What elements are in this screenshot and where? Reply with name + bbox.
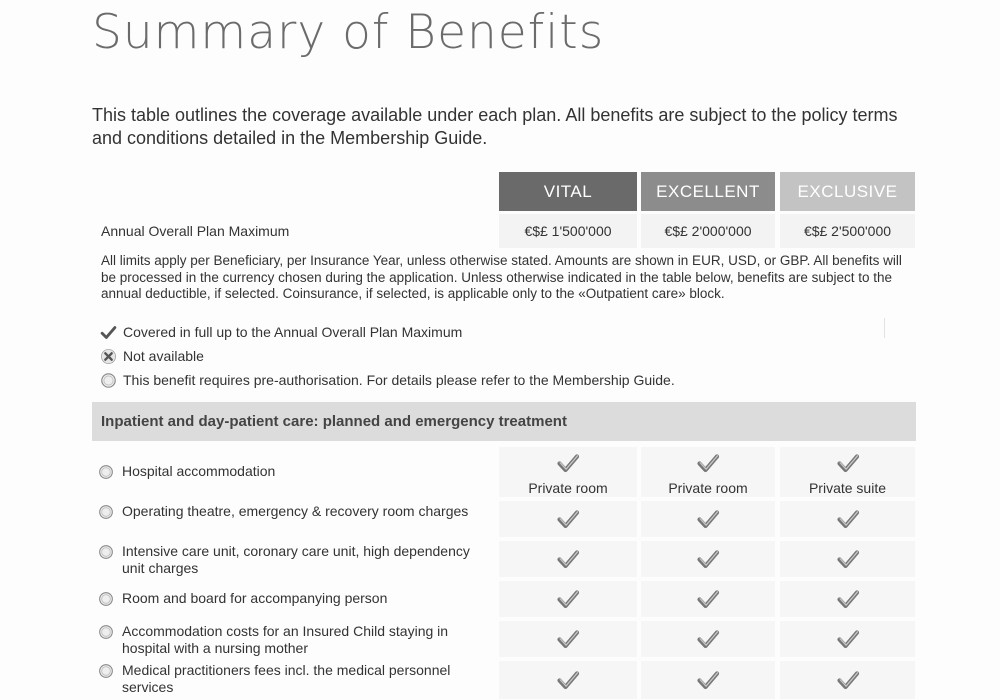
overall-max-exclusive: €$£ 2'500'000: [780, 214, 915, 248]
benefit-cell-vital: [499, 661, 637, 699]
benefit-cell-exclusive: [780, 541, 915, 577]
cell-note: Private room: [528, 480, 608, 496]
row-label: Room and board for accompanying person: [122, 590, 388, 606]
pre-authorisation-icon: [98, 464, 114, 480]
checkmark-icon: [696, 668, 720, 692]
legend-pre-authorisation: [100, 370, 675, 390]
checkmark-icon: [696, 507, 720, 531]
benefit-cell-excellent: [641, 581, 775, 617]
row-label: Accommodation costs for an Insured Child staying in hospital with a nursing mother: [122, 623, 449, 656]
checkmark-icon: [556, 507, 580, 531]
legend-not-available-text: Not available: [123, 348, 204, 364]
benefit-cell-vital: [499, 501, 637, 537]
row-label: Medical practitioners fees incl. the medical personnel services: [122, 662, 451, 695]
checkmark-icon: [836, 587, 860, 611]
intro-text: This table outlines the coverage available under each plan. All benefits are subject to the policy terms and conditions detailed in the Membership Guide.: [92, 105, 898, 148]
divider: [884, 318, 885, 338]
checkmark-icon: [696, 547, 720, 571]
checkmark-icon: [836, 451, 860, 475]
overall-max-label: Annual Overall Plan Maximum: [101, 223, 290, 239]
benefit-cell-excellent: [641, 661, 775, 699]
checkmark-icon: [836, 627, 860, 651]
benefit-cell-exclusive: [780, 661, 915, 699]
table-row: [92, 620, 916, 658]
overall-max-vital: €$£ 1'500'000: [499, 214, 637, 248]
benefit-cell-vital: [499, 581, 637, 617]
table-row: [92, 540, 916, 578]
checkmark-icon: [100, 324, 117, 341]
benefit-cell-vital: [499, 541, 637, 577]
benefit-cell-exclusive: [780, 621, 915, 657]
plan-header-vital: VITAL: [499, 172, 637, 211]
legend-covered-text: Covered in full up to the Annual Overall Plan Maximum: [123, 324, 463, 340]
checkmark-icon: [836, 547, 860, 571]
legend-covered: [100, 322, 462, 342]
table-row: [92, 660, 916, 700]
checkmark-icon: [556, 451, 580, 475]
row-label: Hospital accommodation: [122, 463, 276, 479]
legend-not-available: [100, 346, 204, 366]
pre-authorisation-icon: [98, 624, 114, 640]
checkmark-icon: [696, 627, 720, 651]
checkmark-icon: [696, 451, 720, 475]
benefit-cell-exclusive: [780, 447, 915, 497]
row-label: Intensive care unit, coronary care unit, high dependency unit charges: [122, 543, 470, 576]
table-row: [92, 500, 916, 538]
row-label: Operating theatre, emergency & recovery room charges: [122, 503, 469, 519]
page-title: Summary of Benefits: [92, 5, 605, 60]
checkmark-icon: [696, 587, 720, 611]
pre-authorisation-icon: [98, 504, 114, 520]
pre-authorisation-icon: [98, 663, 114, 679]
checkmark-icon: [556, 668, 580, 692]
cross-icon: [100, 348, 117, 365]
cell-note: Private room: [668, 480, 748, 496]
benefit-cell-exclusive: [780, 581, 915, 617]
checkmark-icon: [836, 507, 860, 531]
section-header-inpatient: Inpatient and day-patient care: planned and emergency treatment: [92, 402, 916, 441]
overall-max-excellent: €$£ 2'000'000: [641, 214, 775, 248]
plan-header-exclusive: EXCLUSIVE: [780, 172, 915, 211]
legend-pre-authorisation-text: This benefit requires pre-authorisation. For details please refer to the Membership Guide.: [123, 372, 675, 388]
table-row: [92, 446, 916, 498]
checkmark-icon: [556, 547, 580, 571]
benefit-cell-excellent: [641, 447, 775, 497]
benefit-cell-vital: [499, 621, 637, 657]
pre-authorisation-icon: [98, 544, 114, 560]
benefit-cell-excellent: [641, 541, 775, 577]
checkmark-icon: [556, 627, 580, 651]
plan-header-excellent: EXCELLENT: [641, 172, 775, 211]
general-notes: All limits apply per Beneficiary, per Insurance Year, unless otherwise stated. Amounts are shown in EUR, USD, or GBP. All benefits will be processed in the currency chosen during the application. Unless otherwise indicated in the table below, benefits are subject to the annual deductible, if selected. Coinsurance, if selected, is applicable only to the «Outpatient care» block.: [101, 253, 902, 302]
checkmark-icon: [556, 587, 580, 611]
benefit-cell-excellent: [641, 621, 775, 657]
benefit-cell-excellent: [641, 501, 775, 537]
benefit-cell-exclusive: [780, 501, 915, 537]
benefit-cell-vital: [499, 447, 637, 497]
pre-authorisation-icon: [100, 372, 117, 389]
table-row: [92, 580, 916, 618]
cell-note: Private suite: [808, 480, 887, 496]
pre-authorisation-icon: [98, 591, 114, 607]
checkmark-icon: [836, 668, 860, 692]
